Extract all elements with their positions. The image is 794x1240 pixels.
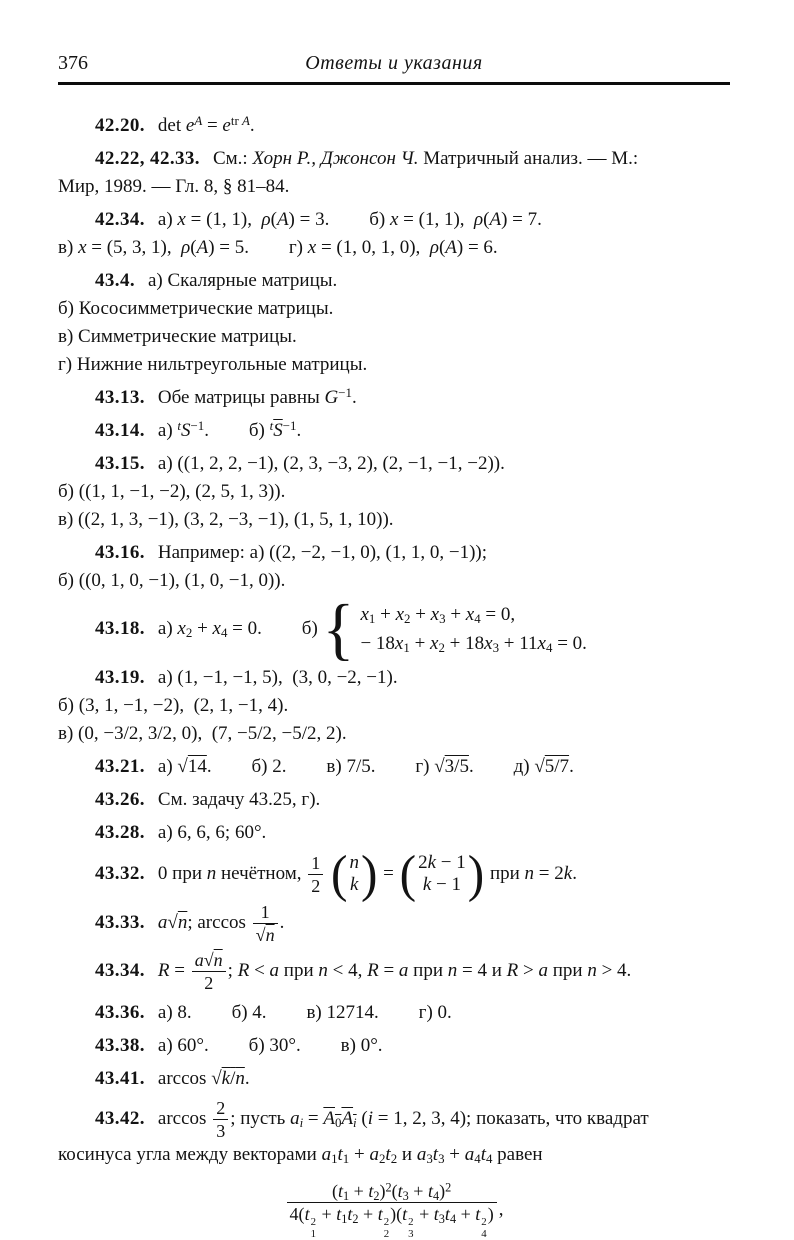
answer-line [58, 999, 730, 1027]
answer-text: $\det e^A = e^{tr A}$. [157, 113, 255, 136]
answer-line [58, 417, 730, 445]
answer-text: в) (0, −3/2, 3/2, 0), (7, −5/2, −5/2, 2). [58, 722, 347, 744]
answer-line [58, 267, 730, 295]
answer-text: а) ((1, 2, 2, −1), (2, 3, −3, 2), (2, −1, −1, −2)). [157, 453, 505, 474]
answer-text: а) $^tS^{-1}$. б) $^t\overline{S}^{-1}$. [157, 418, 302, 441]
answer-number: 43.4. [95, 270, 135, 291]
answer-line [58, 506, 730, 534]
answer-number: 43.13. [95, 387, 145, 408]
answer-line [58, 1065, 730, 1093]
answer-line [58, 692, 730, 720]
answer-line [58, 753, 730, 781]
answer-line [58, 295, 730, 323]
answer-number: 43.14. [95, 420, 145, 441]
answer-number: 43.16. [95, 542, 145, 563]
answer-number: 43.18. [95, 617, 145, 639]
answer-line [58, 450, 730, 478]
answer-text: a√n; arccos $\frac{1}{√n}$ . [157, 901, 285, 945]
answer-line [58, 234, 730, 262]
answer-text: arccos √k/n. [157, 1067, 250, 1089]
answer-number: 43.36. [95, 1001, 145, 1023]
answer-number: 43.41. [95, 1067, 145, 1089]
answer-text: б) (3, 1, −1, −2), (2, 1, −1, 4). [58, 694, 289, 716]
page-number: 376 [58, 52, 88, 74]
answer-number: 42.34. [95, 209, 145, 230]
answer-number: 43.42. [95, 1107, 145, 1129]
answer-text: а) $x_2 + x_4 = 0$. б) { $x_1 + x_2 + x_3 + x_4 = 0$, − $18x_1 + x_2 + 18x_3 + 11x_4 = 0$. [157, 591, 587, 668]
answer-number: 43.26. [95, 788, 145, 810]
answer-line [58, 323, 730, 351]
answer-text: а) √14. б) 2. в) 7/5. г) √3/5. д) √5/7. [157, 755, 574, 777]
answer-number: 43.34. [95, 960, 145, 982]
answer-text: а) Скалярные матрицы. [148, 270, 338, 291]
answer-text: См. задачу 43.25, г). [157, 788, 321, 810]
answer-text: R = $\frac{a√n}{2}$ ; R < a при n < 4, R = a при n = 4 и R > a при n > 4. [157, 950, 632, 994]
answer-text: а) (1, −1, −1, 5), (3, 0, −2, −1). [157, 666, 398, 688]
answer-number: 43.21. [95, 755, 145, 777]
answer-text: Например: а) ((2, −2, −1, 0), (1, 1, 0, −1)); [157, 542, 488, 563]
answer-text: косинуса угла между векторами $a_1t_1 + a_2t_2$ и $a_3t_3 + a_4t_4$ равен [58, 1143, 543, 1167]
answer-text: в) Симметрические матрицы. [58, 326, 297, 347]
answer-text: б) ((1, 1, −1, −2), (2, 5, 1, 3)). [58, 481, 286, 502]
answer-line [58, 112, 730, 140]
header-rule [58, 82, 730, 85]
answer-line [58, 384, 730, 412]
answer-line [58, 786, 730, 814]
answer-text: См.: Хорн Р., Джонсон Ч. Матричный анализ. — М.: [212, 148, 639, 169]
answer-text: б) Кососимметрические матрицы. [58, 298, 334, 319]
answer-number: 43.33. [95, 911, 145, 933]
answer-text: 0 при n нечётном, $\frac{1}{2}$ ( n k ) = ( 2k − 1 k − 1 ) при n = 2k. [157, 844, 577, 903]
answer-text: а) x = (1, 1), ρ(A) = 3. б) x = (1, 1), ρ(A) = 7. [157, 209, 542, 230]
answer-text: в) x = (5, 3, 1), ρ(A) = 5. г) x = (1, 0, 1, 0), ρ(A) = 6. [58, 237, 498, 258]
answer-text: б) ((0, 1, 0, −1), (1, 0, −1, 0)). [58, 570, 286, 591]
answer-line [58, 173, 730, 201]
answer-line [58, 819, 730, 847]
answer-text: в) ((2, 1, 3, −1), (3, 2, −3, −1), (1, 5, 1, 10)). [58, 509, 394, 530]
answer-number: 43.28. [95, 821, 145, 843]
answer-text: Мир, 1989. — Гл. 8, § 81–84. [58, 176, 290, 197]
answer-line [58, 539, 730, 567]
answer-number: 42.22, 42.33. [95, 148, 200, 169]
answer-line [58, 145, 730, 173]
answer-line [58, 1141, 730, 1169]
answer-text: а) 8. б) 4. в) 12714. г) 0. [157, 1001, 452, 1023]
answer-line [58, 591, 730, 668]
answer-line [58, 950, 730, 993]
answer-line [58, 844, 730, 903]
answer-line [58, 664, 730, 692]
answer-text: а) 60°. б) 30°. в) 0°. [157, 1034, 383, 1056]
page-header [58, 52, 730, 78]
answer-line [58, 720, 730, 748]
answer-line [58, 1181, 730, 1240]
answer-number: 43.19. [95, 666, 145, 688]
answer-text: г) Нижние нильтреугольные матрицы. [58, 354, 368, 375]
answer-text: arccos $\frac{2}{3}$ ; пусть $a_i = A_0A_i$ (i = 1, 2, 3, 4); показать, что квадрат [157, 1097, 649, 1141]
answer-line [58, 567, 730, 595]
answer-text: а) 6, 6, 6; 60°. [157, 821, 267, 843]
answer-line [58, 1032, 730, 1060]
answer-number: 43.15. [95, 453, 145, 474]
answer-text: $(t_1 + t_2)^2(t_3 + t_4)^2$ 4(t 2 1 + $t_1t_2 + t$ 2 2 )(t 2 3 + $t_3t_4 + t$ 2 4 ) , [285, 1199, 504, 1220]
answer-text: Обе матрицы равны $G^{-1}$. [157, 385, 357, 408]
answer-number: 42.20. [95, 115, 145, 136]
answer-line [58, 206, 730, 234]
answer-line [58, 902, 730, 945]
answers-list [58, 112, 730, 1240]
answer-line [58, 478, 730, 506]
answer-line [58, 1098, 730, 1141]
answer-line [58, 351, 730, 379]
answer-number: 43.32. [95, 862, 145, 884]
answer-number: 43.38. [95, 1034, 145, 1056]
running-title: Ответы и указания [305, 52, 483, 74]
